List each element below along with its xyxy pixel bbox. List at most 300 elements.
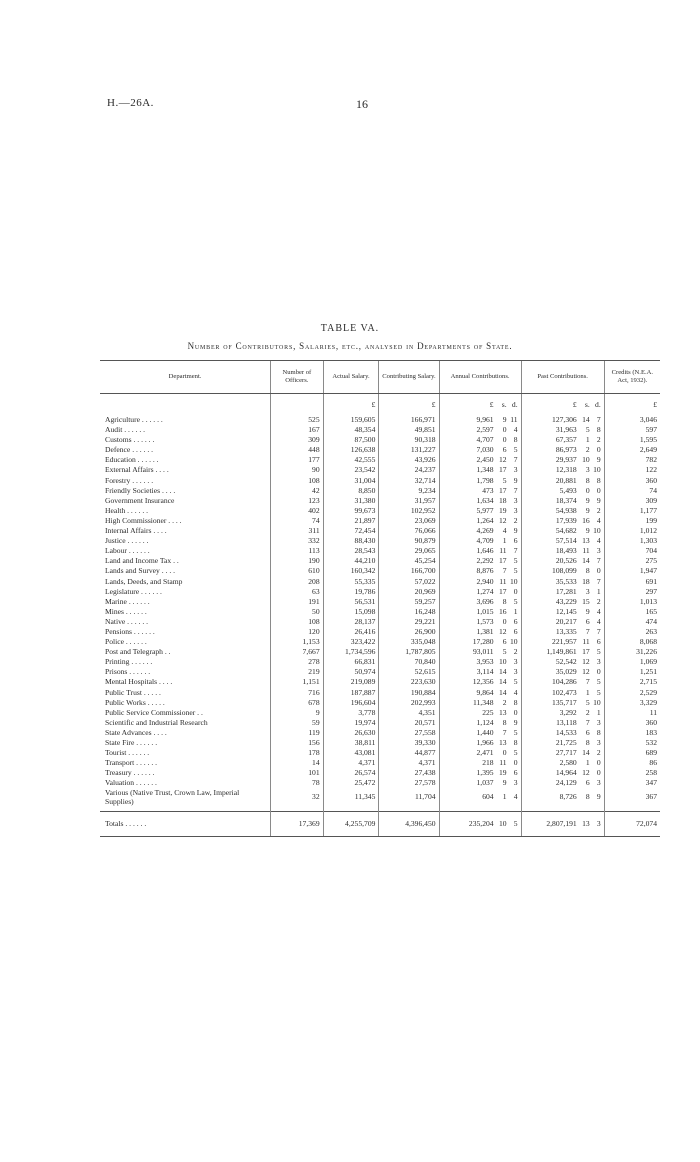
annual-contributions-shillings: 14 (499, 687, 507, 697)
past-contributions-pounds: 18,493 (555, 546, 577, 556)
department-name: Agriculture . . . . . . (105, 415, 163, 424)
department-name: Police . . . . . . (105, 637, 147, 647)
annual-contributions-pence: 5 (513, 677, 518, 687)
department-name: Internal Affairs . . . . (105, 526, 167, 536)
contributing-salary: 190,884 (379, 688, 439, 698)
table-body (100, 394, 660, 807)
contributing-salary: 90,879 (379, 536, 439, 546)
past-contributions-pence: 6 (596, 637, 601, 647)
past-contributions-pounds: 86,973 (555, 445, 577, 455)
annual-contributions (439, 667, 521, 677)
officers-count: 120 (271, 627, 324, 637)
annual-contributions-pounds: 4,269 (476, 526, 494, 536)
actual-salary: 160,342 (323, 566, 379, 576)
column-header-credits: Credits (N.E.A. Act, 1932). (604, 361, 660, 394)
actual-salary: 72,454 (323, 526, 379, 536)
credits: 165 (604, 607, 660, 617)
table-row (100, 698, 660, 708)
table-row (100, 617, 660, 627)
credits: 183 (604, 728, 660, 738)
annual-contributions (439, 708, 521, 718)
annual-contributions-pence: 8 (513, 738, 518, 747)
officers-count: 332 (271, 536, 324, 546)
past-contributions-pounds: 8,726 (559, 792, 577, 802)
contributing-salary: 131,227 (379, 445, 439, 455)
annual-contributions-pounds: 1,037 (476, 778, 494, 788)
past-contributions-shillings: 12 (582, 657, 590, 667)
table-row (100, 425, 660, 435)
annual-contributions-pounds: 1,634 (476, 495, 494, 505)
table-row (100, 718, 660, 728)
table-row (100, 627, 660, 637)
actual-salary: 126,638 (323, 445, 379, 455)
past-contributions-pence: 0 (596, 667, 601, 677)
annual-contributions-pence: 7 (513, 485, 518, 495)
past-contributions-pounds: 127,306 (552, 415, 577, 424)
credits: 704 (604, 546, 660, 556)
annual-contributions-shillings: 8 (502, 717, 507, 727)
annual-contributions (439, 465, 521, 475)
annual-contributions-pounds: 7,030 (476, 445, 494, 455)
credits: 31,226 (604, 647, 660, 657)
annual-contributions-pounds: 9,864 (476, 687, 494, 697)
officers-count: 42 (271, 486, 324, 496)
past-contributions (521, 516, 604, 526)
past-contributions (521, 748, 604, 758)
past-contributions-shillings: 18 (582, 576, 590, 586)
annual-contributions-pence: 10 (510, 637, 518, 647)
annual-contributions-pence: 4 (513, 687, 518, 697)
annual-contributions (439, 536, 521, 546)
annual-contributions-pounds: 3,696 (476, 596, 494, 606)
credits: 691 (604, 577, 660, 587)
annual-contributions-pounds: 1,274 (476, 586, 494, 596)
contributing-salary: 26,900 (379, 627, 439, 637)
annual-contributions (439, 496, 521, 506)
annual-contributions-pence: 5 (513, 596, 518, 606)
actual-salary: 50,974 (323, 667, 379, 677)
past-contributions-pounds: 5,493 (559, 485, 577, 495)
officers-count: 123 (271, 496, 324, 506)
annual-contributions-pounds: 218 (482, 758, 494, 768)
contributing-salary: 52,615 (379, 667, 439, 677)
department-name: Treasury . . . . . . (105, 768, 155, 778)
past-contributions-shillings: 6 (585, 616, 590, 626)
officers-count: 9 (271, 708, 324, 718)
past-contributions-shillings: 8 (585, 475, 590, 485)
past-contributions-pence: 4 (596, 536, 601, 546)
annual-contributions-pence: 2 (513, 515, 518, 525)
actual-salary: 44,210 (323, 556, 379, 566)
department-name: Public Trust . . . . . (105, 687, 161, 697)
column-header-actual-salary: Actual Salary. (323, 361, 379, 394)
officers-count: 78 (271, 778, 324, 788)
annual-contributions-shillings: 9 (502, 778, 507, 788)
past-contributions-pounds: 18,374 (555, 495, 577, 505)
annual-contributions-pounds: 1,966 (476, 738, 494, 747)
past-contributions-shillings: 13 (582, 536, 590, 546)
past-contributions-shillings: 7 (585, 717, 590, 727)
past-contributions-shillings: 8 (585, 738, 590, 747)
annual-contributions-pence: 3 (513, 778, 518, 788)
past-contributions-shillings: 12 (582, 768, 590, 778)
past-contributions-pounds: 54,938 (555, 505, 577, 515)
past-contributions (521, 597, 604, 607)
credits: 297 (604, 587, 660, 597)
annual-contributions (439, 657, 521, 667)
contributing-salary: 11,704 (379, 788, 439, 806)
department-name: Public Service Commissioner . . (105, 707, 203, 717)
past-contributions (521, 445, 604, 455)
annual-contributions (439, 445, 521, 455)
header-row (100, 361, 660, 394)
officers-count: 90 (271, 465, 324, 475)
officers-count: 74 (271, 516, 324, 526)
contributing-salary: 32,714 (379, 476, 439, 486)
annual-contributions-shillings: 7 (502, 566, 507, 576)
annual-contributions-shillings: 8 (502, 596, 507, 606)
officers-count: 278 (271, 657, 324, 667)
past-contributions (521, 506, 604, 516)
officers-count: 119 (271, 728, 324, 738)
table-row (100, 677, 660, 687)
officers-count: 113 (271, 546, 324, 556)
annual-contributions-pounds: 1,381 (476, 626, 494, 636)
officers-count: 610 (271, 566, 324, 576)
table-row (100, 455, 660, 465)
past-contributions-shillings: 1 (585, 435, 590, 445)
annual-contributions-pounds: 1,798 (476, 475, 494, 485)
credits: 199 (604, 516, 660, 526)
annual-contributions-pence: 6 (513, 768, 518, 778)
actual-salary: 99,673 (323, 506, 379, 516)
past-contributions-pence: 1 (596, 586, 601, 596)
annual-contributions (439, 768, 521, 778)
annual-contributions (439, 455, 521, 465)
past-contributions (521, 455, 604, 465)
page-number: 16 (356, 97, 368, 111)
past-contributions-pounds: 27,717 (555, 748, 577, 758)
past-contributions-pence: 10 (593, 697, 601, 707)
contributing-salary: 4,351 (379, 708, 439, 718)
annual-contributions (439, 546, 521, 556)
column-header-past-contributions: Past Contributions. (521, 361, 604, 394)
past-contributions-pounds: 135,717 (552, 697, 577, 707)
past-contributions-pounds: 29,937 (555, 455, 577, 465)
past-contributions-pounds: 67,357 (555, 435, 577, 445)
department-name: Valuation . . . . . . (105, 778, 157, 788)
unit-pound: £ (572, 399, 577, 409)
past-contributions-pence: 8 (596, 425, 601, 435)
units-cell (100, 394, 271, 411)
past-contributions (521, 677, 604, 687)
credits: 1,947 (604, 566, 660, 576)
unit-shilling: s. (501, 399, 507, 409)
credits: 275 (604, 556, 660, 566)
actual-salary: 159,605 (323, 415, 379, 425)
contributing-salary: 335,048 (379, 637, 439, 647)
annual-contributions-pounds: 604 (482, 792, 494, 802)
actual-salary: 55,335 (323, 577, 379, 587)
past-contributions-shillings: 8 (585, 792, 590, 802)
annual-contributions-shillings: 2 (502, 697, 507, 707)
credits: 8,068 (604, 637, 660, 647)
credits: 360 (604, 476, 660, 486)
annual-contributions-pounds: 1,395 (476, 768, 494, 778)
actual-salary: 23,542 (323, 465, 379, 475)
contributing-salary: 76,066 (379, 526, 439, 536)
past-contributions-pounds: 31,963 (555, 425, 577, 435)
annual-contributions (439, 577, 521, 587)
contributing-salary: 59,257 (379, 597, 439, 607)
officers-count: 525 (271, 415, 324, 425)
credits: 474 (604, 617, 660, 627)
annual-contributions-shillings: 1 (502, 792, 507, 802)
past-contributions-pounds: 3,292 (559, 707, 577, 717)
officers-count: 178 (271, 748, 324, 758)
totals-row (100, 812, 660, 837)
table-row (100, 445, 660, 455)
past-contributions-shillings: 11 (582, 637, 590, 647)
table-row (100, 536, 660, 546)
annual-contributions-pence: 4 (513, 792, 518, 802)
past-contributions-pounds: 17,281 (555, 586, 577, 596)
table-row (100, 738, 660, 748)
annual-contributions-pounds: 1,440 (476, 727, 494, 737)
officers-count: 101 (271, 768, 324, 778)
credits: 689 (604, 748, 660, 758)
officers-count: 7,667 (271, 647, 324, 657)
annual-contributions-pence: 3 (513, 657, 518, 667)
annual-contributions-pence: 1 (513, 606, 518, 616)
table-row (100, 597, 660, 607)
past-contributions (521, 688, 604, 698)
actual-salary: 19,786 (323, 587, 379, 597)
actual-salary: 38,811 (323, 738, 379, 748)
annual-contributions (439, 425, 521, 435)
credits: 86 (604, 758, 660, 768)
annual-contributions-shillings: 0 (502, 616, 507, 626)
annual-contributions-pence: 0 (513, 707, 518, 717)
table-row (100, 516, 660, 526)
annual-contributions-shillings: 18 (499, 495, 507, 505)
table-row (100, 506, 660, 516)
contributing-salary: 70,840 (379, 657, 439, 667)
annual-contributions-pence: 9 (513, 526, 518, 536)
department-name: Defence . . . . . . (105, 445, 154, 455)
past-contributions-pence: 2 (596, 505, 601, 515)
table-row (100, 526, 660, 536)
officers-count: 309 (271, 435, 324, 445)
annual-contributions-shillings: 11 (499, 576, 507, 586)
table-row (100, 556, 660, 566)
totals-past-pence: 3 (596, 819, 601, 829)
officers-count: 32 (271, 788, 324, 806)
table-row (100, 647, 660, 657)
department-name: Mines . . . . . . (105, 606, 147, 616)
officers-count: 311 (271, 526, 324, 536)
annual-contributions (439, 698, 521, 708)
officers-count: 63 (271, 587, 324, 597)
officers-count: 14 (271, 758, 324, 768)
past-contributions (521, 566, 604, 576)
past-contributions-pounds: 12,145 (555, 606, 577, 616)
table-row (100, 465, 660, 475)
past-contributions-pounds: 20,526 (555, 556, 577, 566)
officers-count: 191 (271, 597, 324, 607)
contributors-table-container (100, 360, 660, 837)
department-name: Customs . . . . . . (105, 435, 155, 445)
credits: 347 (604, 778, 660, 788)
past-contributions (521, 768, 604, 778)
annual-contributions-pence: 6 (513, 616, 518, 626)
past-contributions (521, 556, 604, 566)
table-subtitle: Number of Contributors, Salaries, etc., analysed in Departments of State. (187, 341, 513, 351)
past-contributions-pounds: 14,964 (555, 768, 577, 778)
actual-salary: 11,345 (323, 788, 379, 806)
annual-contributions-pence: 3 (513, 505, 518, 515)
table-row (100, 748, 660, 758)
annual-contributions-pence: 5 (513, 727, 518, 737)
department-name: Education . . . . . . (105, 455, 159, 465)
past-contributions-pounds: 54,682 (555, 526, 577, 536)
past-contributions (521, 657, 604, 667)
table-title: TABLE VA. (320, 323, 380, 334)
annual-contributions-pounds: 93,011 (472, 647, 494, 657)
annual-contributions (439, 627, 521, 637)
annual-contributions-pence: 11 (510, 415, 518, 424)
past-contributions-pence: 10 (593, 465, 601, 475)
annual-contributions (439, 435, 521, 445)
annual-contributions-shillings: 17 (499, 586, 507, 596)
past-contributions-pounds: 102,473 (552, 687, 577, 697)
table-row (100, 788, 660, 806)
annual-contributions-shillings: 11 (499, 758, 507, 768)
past-contributions-pence: 3 (596, 546, 601, 556)
table-row (100, 637, 660, 647)
annual-contributions-shillings: 12 (499, 626, 507, 636)
department-name: Transport . . . . . . (105, 758, 158, 768)
totals-past-shillings: 13 (582, 819, 590, 829)
past-contributions-shillings: 12 (582, 667, 590, 677)
past-contributions-pence: 1 (596, 707, 601, 717)
past-contributions-pence: 0 (596, 758, 601, 768)
actual-salary: 28,137 (323, 617, 379, 627)
annual-contributions-pence: 2 (513, 647, 518, 657)
contributing-salary: 102,952 (379, 506, 439, 516)
annual-contributions-shillings: 6 (502, 445, 507, 455)
actual-salary: 8,850 (323, 486, 379, 496)
past-contributions-pence: 7 (596, 626, 601, 636)
annual-contributions-pounds: 1,015 (476, 606, 494, 616)
contributing-salary: 27,438 (379, 768, 439, 778)
contributing-salary: 29,065 (379, 546, 439, 556)
past-contributions-pence: 9 (596, 792, 601, 802)
contributing-salary: 20,571 (379, 718, 439, 728)
past-contributions (521, 637, 604, 647)
contributing-salary: 57,022 (379, 577, 439, 587)
department-name: Printing . . . . . . (105, 657, 153, 667)
annual-contributions-pence: 4 (513, 425, 518, 435)
annual-contributions-pounds: 2,450 (476, 455, 494, 465)
annual-contributions-pounds: 2,940 (476, 576, 494, 586)
department-name: High Commissioner . . . . (105, 515, 182, 525)
officers-count: 50 (271, 607, 324, 617)
credits: 3,329 (604, 698, 660, 708)
annual-contributions (439, 748, 521, 758)
credits: 782 (604, 455, 660, 465)
officers-count: 1,151 (271, 677, 324, 687)
past-contributions-shillings: 9 (585, 505, 590, 515)
table-row (100, 486, 660, 496)
past-contributions (521, 708, 604, 718)
annual-contributions-pence: 5 (513, 748, 518, 758)
annual-contributions-pence: 3 (513, 667, 518, 677)
officers-count: 448 (271, 445, 324, 455)
past-contributions-shillings: 14 (582, 748, 590, 758)
table-row (100, 566, 660, 576)
credits: 1,177 (604, 506, 660, 516)
actual-salary: 26,574 (323, 768, 379, 778)
department-name: Post and Telegraph . . (105, 647, 171, 657)
annual-contributions-shillings: 5 (502, 475, 507, 485)
actual-salary: 187,887 (323, 688, 379, 698)
past-contributions-pence: 4 (596, 515, 601, 525)
past-contributions (521, 476, 604, 486)
past-contributions (521, 738, 604, 748)
past-contributions-pounds: 20,881 (555, 475, 577, 485)
officers-count: 402 (271, 506, 324, 516)
actual-salary: 3,778 (323, 708, 379, 718)
table-row (100, 496, 660, 506)
credits: 263 (604, 627, 660, 637)
annual-contributions (439, 778, 521, 788)
contributing-salary: 166,700 (379, 566, 439, 576)
department-name: Government Insurance (105, 495, 175, 505)
totals-annual-pence: 5 (513, 819, 518, 829)
department-name: Lands, Deeds, and Stamp (105, 576, 183, 586)
department-name: Prisons . . . . . . (105, 667, 151, 677)
past-contributions-shillings: 1 (585, 758, 590, 768)
past-contributions-pounds: 35,533 (555, 576, 577, 586)
contributing-salary: 27,558 (379, 728, 439, 738)
department-name: Tourist . . . . . . (105, 748, 150, 758)
past-contributions-pence: 7 (596, 556, 601, 566)
credits: 597 (604, 425, 660, 435)
annual-contributions-pence: 8 (513, 435, 518, 445)
credits: 122 (604, 465, 660, 475)
department-name: Marine . . . . . . (105, 596, 150, 606)
table-row (100, 546, 660, 556)
department-name: Justice . . . . . . (105, 536, 149, 546)
past-contributions (521, 647, 604, 657)
annual-contributions-pence: 6 (513, 536, 518, 546)
document-reference: H.—26A. (107, 97, 154, 109)
contributing-salary: 23,069 (379, 516, 439, 526)
contributing-salary: 45,254 (379, 556, 439, 566)
annual-contributions (439, 597, 521, 607)
past-contributions-pence: 4 (596, 606, 601, 616)
contributing-salary: 4,371 (379, 758, 439, 768)
credits: 258 (604, 768, 660, 778)
officers-count: 190 (271, 556, 324, 566)
annual-contributions-shillings: 13 (499, 707, 507, 717)
contributing-salary: 24,237 (379, 465, 439, 475)
units-cell (604, 394, 660, 411)
contributing-salary: 16,248 (379, 607, 439, 617)
totals-actual-salary: 4,255,709 (323, 812, 379, 837)
annual-contributions (439, 506, 521, 516)
